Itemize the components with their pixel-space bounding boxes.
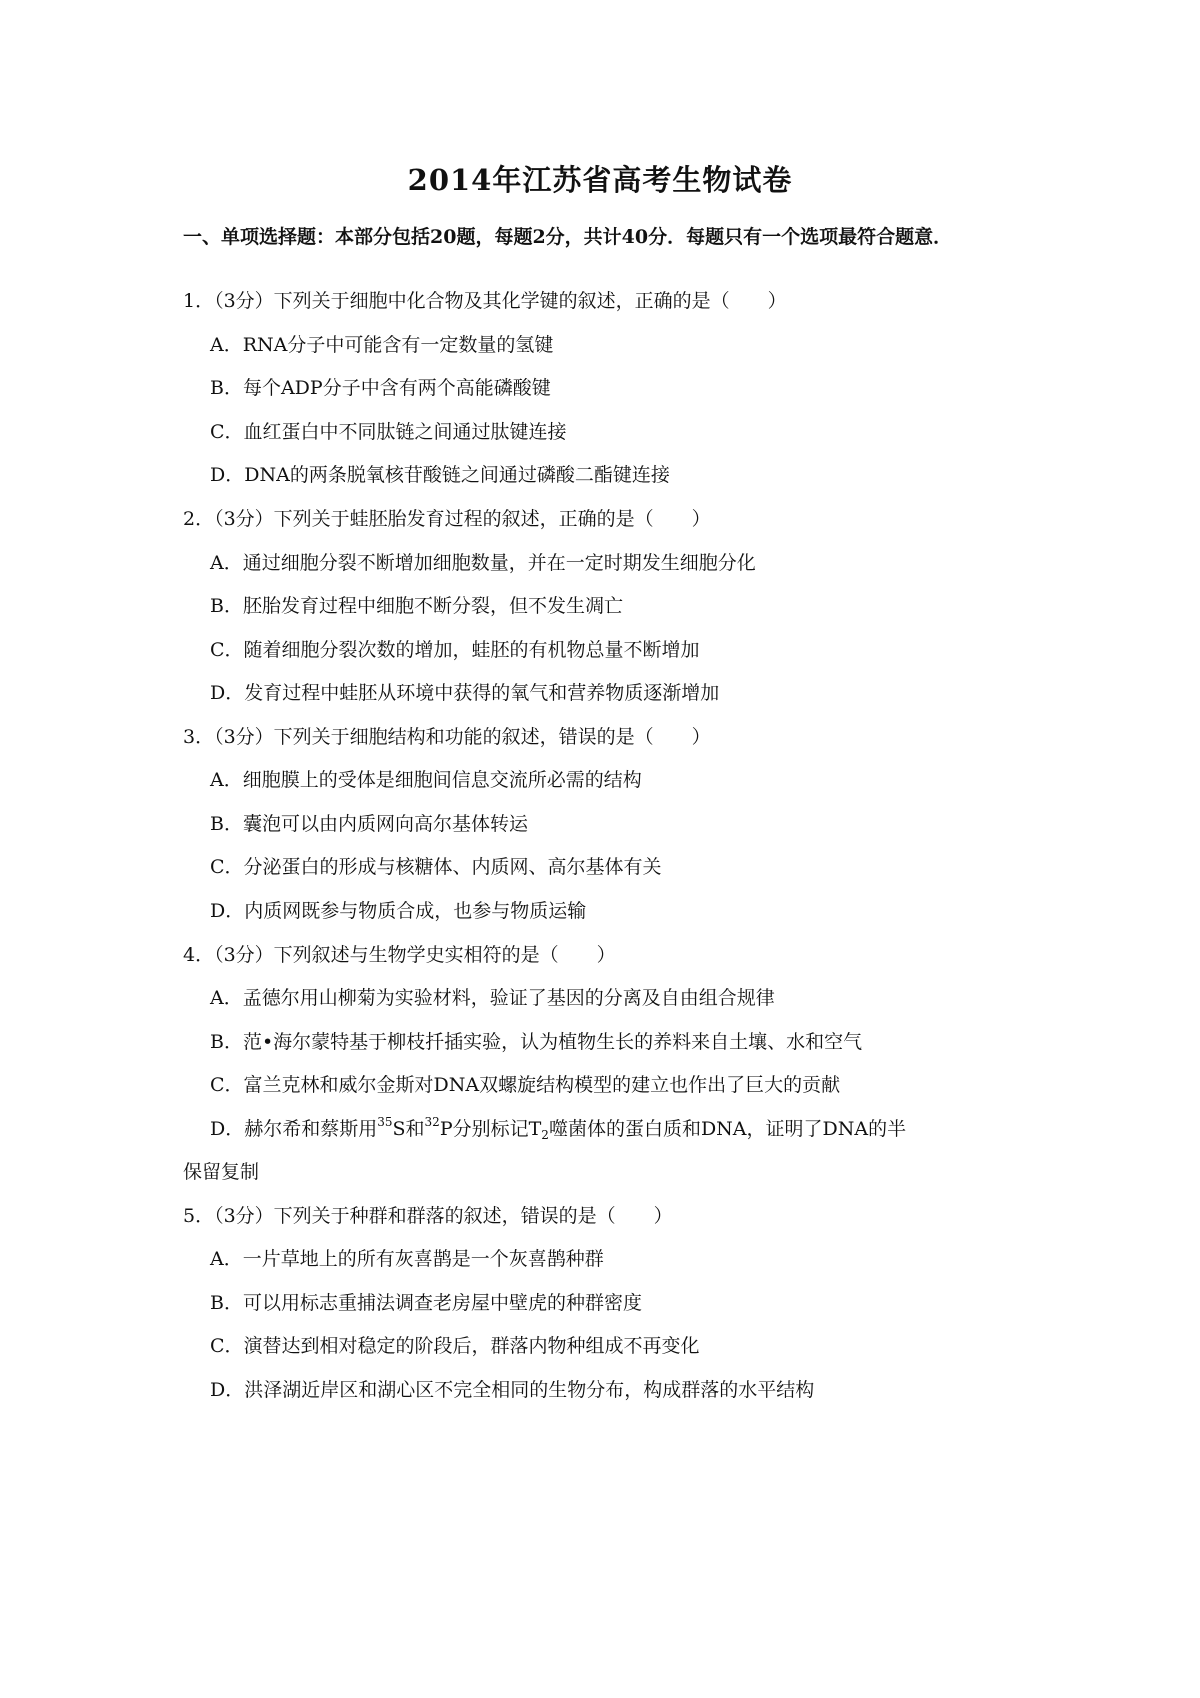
question-3-stem: 3．（3分）下列关于细胞结构和功能的叙述，错误的是（ ） — [183, 726, 711, 748]
question-4-option-d-continuation: 保留复制 — [183, 1161, 260, 1183]
question-4-option-d-tail: 噬菌体的蛋白质和DNA，证明了DNA的半 — [548, 1118, 907, 1140]
question-5-option-b: B．可以用标志重捕法调查老房屋中壁虎的种群密度 — [210, 1292, 642, 1314]
question-4-option-d-mid2: P分别标记T — [439, 1118, 542, 1140]
question-3-option-c: C．分泌蛋白的形成与核糖体、内质网、高尔基体有关 — [210, 856, 662, 878]
question-4-option-d — [210, 1116, 906, 1142]
question-3-option-b: B．囊泡可以由内质网向高尔基体转运 — [210, 813, 528, 835]
question-2-option-c: C．随着细胞分裂次数的增加，蛙胚的有机物总量不断增加 — [210, 639, 700, 661]
question-2-option-b: B．胚胎发育过程中细胞不断分裂，但不发生凋亡 — [210, 595, 623, 617]
question-1-option-c: C．血红蛋白中不同肽链之间通过肽键连接 — [210, 421, 567, 443]
question-4-option-b: B．范•海尔蒙特基于柳枝扦插实验，认为植物生长的养料来自土壤、水和空气 — [210, 1031, 863, 1053]
isotope-sulfur-mass: 35 — [377, 1115, 393, 1129]
question-5-option-c: C．演替达到相对稳定的阶段后，群落内物种组成不再变化 — [210, 1335, 700, 1357]
question-1-option-a: A．RNA分子中可能含有一定数量的氢键 — [210, 334, 554, 356]
question-4-option-d-mid1: S和 — [392, 1118, 425, 1140]
question-2-stem: 2．（3分）下列关于蛙胚胎发育过程的叙述，正确的是（ ） — [183, 508, 711, 530]
question-3-option-d: D．内质网既参与物质合成，也参与物质运输 — [210, 900, 587, 922]
question-2-option-d: D．发育过程中蛙胚从环境中获得的氧气和营养物质逐渐增加 — [210, 682, 720, 704]
question-4-option-d-prefix: D．赫尔希和蔡斯用 — [210, 1118, 378, 1140]
question-5-option-a: A．一片草地上的所有灰喜鹊是一个灰喜鹊种群 — [210, 1248, 604, 1270]
question-5-option-d: D．洪泽湖近岸区和湖心区不完全相同的生物分布，构成群落的水平结构 — [210, 1379, 815, 1401]
question-1-option-d: D．DNA的两条脱氧核苷酸链之间通过磷酸二酯键连接 — [210, 464, 670, 486]
question-4-option-c: C．富兰克林和威尔金斯对DNA双螺旋结构模型的建立也作出了巨大的贡献 — [210, 1074, 841, 1096]
isotope-phosphorus-mass: 32 — [424, 1115, 440, 1129]
question-4-stem: 4．（3分）下列叙述与生物学史实相符的是（ ） — [183, 944, 616, 966]
exam-title: 2014年江苏省高考生物试卷 — [407, 163, 793, 197]
phage-subscript: 2 — [541, 1128, 549, 1142]
question-3-option-a: A．细胞膜上的受体是细胞间信息交流所必需的结构 — [210, 769, 642, 791]
question-1-stem: 1．（3分）下列关于细胞中化合物及其化学键的叙述，正确的是（ ） — [183, 290, 787, 312]
question-1-option-b: B．每个ADP分子中含有两个高能磷酸键 — [210, 377, 551, 399]
question-2-option-a: A．通过细胞分裂不断增加细胞数量，并在一定时期发生细胞分化 — [210, 552, 756, 574]
question-5-stem: 5．（3分）下列关于种群和群落的叙述，错误的是（ ） — [183, 1205, 673, 1227]
section-heading: 一、单项选择题：本部分包括20题，每题2分，共计40分．每题只有一个选项最符合题意． — [183, 226, 953, 248]
question-4-option-a: A．孟德尔用山柳菊为实验材料，验证了基因的分离及自由组合规律 — [210, 987, 775, 1009]
